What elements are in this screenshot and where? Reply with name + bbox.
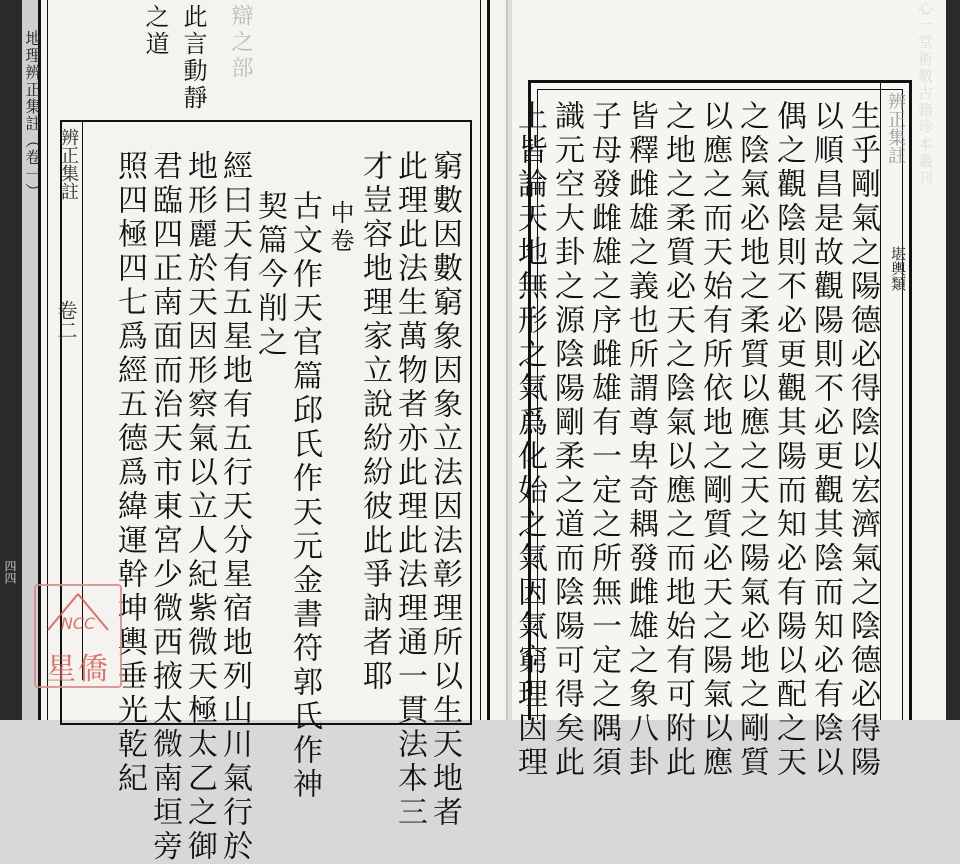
- left-column-9: 君臨四正南面而治天市東宮少微西掖太微南垣旁: [147, 150, 182, 864]
- right-column-7: 皆釋雌雄之義也所謂尊卑奇耦發雌雄之象八卦: [623, 100, 658, 780]
- left-book-edge: [0, 0, 22, 720]
- left-margin-title: 地理辨正集註（卷一）: [23, 30, 42, 200]
- fold-title: 辨正集註: [58, 128, 79, 200]
- right-column-1: 生乎剛氣之陽德必得陰以宏濟氣之陰德必得陽: [845, 100, 880, 780]
- right-column-5: 以應之而天始有所依地之剛質必天之陽氣以應: [697, 100, 732, 780]
- watermark-latin: NCC: [60, 614, 96, 633]
- left-column-4-heading: 中卷: [326, 200, 354, 256]
- right-fold-bleed: 辨正集註: [885, 92, 906, 164]
- left-column-1: 窮數因數窮象因象立法因法彰理所以生天地者: [427, 150, 462, 830]
- left-column-10: 照四極四七爲經五德爲緯運幹坤輿垂光乾紀: [112, 150, 147, 796]
- right-column-2: 以順昌是故觀陽則不必更觀其陰而知必有陰以: [808, 100, 843, 780]
- fold-juan: 卷二: [54, 300, 78, 340]
- right-book-edge: [946, 0, 960, 720]
- right-column-3: 偶之觀陰則不必更觀其陽而知必有陽以配之天: [771, 100, 806, 780]
- right-column-10: 上皆論天地無形之氣爲化始之氣因氣窮理因理: [512, 100, 547, 780]
- left-column-5: 古文作天官篇邱氏作天元金書符郭氏作神: [287, 190, 322, 802]
- left-edge-mark: 四四: [3, 560, 17, 584]
- right-column-8: 子母發雌雄之序雌雄有一定之所無一定之隅須: [586, 100, 621, 780]
- right-fold-column: [880, 80, 913, 720]
- left-column-6: 契篇今削之: [252, 190, 287, 360]
- bleed-through-text: 辯之部: [228, 4, 253, 82]
- left-column-3: 才豈容地理家立說紛紛彼此爭訥者耶: [357, 150, 392, 694]
- ncc-watermark: [34, 584, 122, 688]
- right-column-9: 識元空大卦之源陰陽剛柔之道而陰陽可得矣此: [549, 100, 584, 780]
- series-label: 心一堂術數古籍珍本叢刊: [916, 0, 934, 187]
- left-column-2: 此理此法生萬物者亦此理此法理通一貫法本三: [392, 150, 427, 830]
- right-column-4: 之陰氣必地之柔質以應之天之陽氣必地之剛質: [734, 100, 769, 780]
- watermark-chinese: 星僑: [46, 652, 110, 687]
- left-column-8: 地形麗於天因形察氣以立人紀紫微天極太乙之御: [182, 150, 217, 864]
- series-subcategory: 堪輿類: [889, 246, 907, 291]
- top-note-2: 之道: [141, 4, 169, 58]
- right-column-6: 之地之柔質必天之陰氣以應之而地始有可附此: [660, 100, 695, 780]
- top-note-1: 此言動靜: [179, 4, 207, 112]
- left-column-7: 經曰天有五星地有五行天分星宿地列山川氣行於: [217, 150, 252, 864]
